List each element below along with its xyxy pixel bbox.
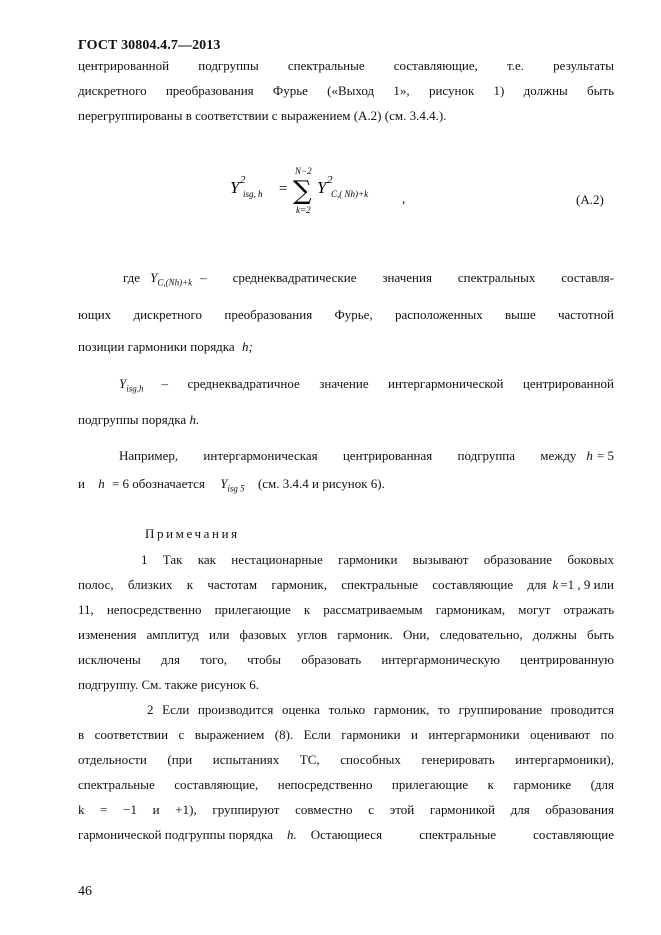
example-symbol-base: Y <box>220 476 228 491</box>
page-number: 46 <box>78 884 92 899</box>
formula-sum-symbol: ∑ <box>293 176 312 206</box>
note-1-line <box>78 577 614 593</box>
note-1-line: подгруппу. См. также рисунок 6. <box>78 677 259 692</box>
intro-line: перегруппированы в соответствии с выражением (А.2) (см. 3.4.4.). <box>78 108 447 123</box>
note-1-k-var: k <box>552 577 559 592</box>
note-1-line: исключены для того, чтобы образовать интергармоническую центрированную <box>78 652 614 667</box>
intro-line: центрированной подгруппы спектральные составляющие, т.е. результаты <box>78 58 614 73</box>
notes-title: Примечания <box>145 526 240 541</box>
definition-2-line <box>78 412 614 428</box>
document-id: ГОСТ 30804.4.7—2013 <box>78 38 221 53</box>
definition-1-line <box>78 339 614 355</box>
note-2-last-rest: Остающиеся спектральные составляющие <box>310 827 614 842</box>
formula-rhs-sub: C,( Nh)+k <box>331 189 369 199</box>
example-text: Например, интергармоническая центрированная подгруппа между <box>119 448 577 463</box>
note-2-line: k = −1 и +1), группируют совместно с этой гармоникой для образования <box>78 802 614 817</box>
def1-symbol-base: Y <box>150 270 158 285</box>
formula-lhs-base: Y <box>230 178 240 197</box>
formula-trailing-comma: , <box>402 191 406 206</box>
example-and: и <box>78 476 85 491</box>
note-1-text: полос, близких к частотам гармоник, спектральные составляющие для <box>78 577 547 592</box>
formula-graphic <box>230 163 450 223</box>
def2-text: – среднеквадратичное значение интергармонической центрированной <box>161 376 614 391</box>
note-2-last-text: гармонической подгруппы порядка <box>78 827 274 842</box>
def2-symbol <box>119 376 144 397</box>
example-var: h <box>586 448 593 463</box>
formula-sum-top: N−2 <box>295 166 312 176</box>
example-eq: = 6 обозначается <box>111 476 205 491</box>
where-word: где <box>123 270 141 285</box>
note-2-line: спектральные составляющие, непосредственно прилегающие к гармонике (для <box>78 777 614 792</box>
definition-1-line <box>123 270 614 291</box>
example-rest: (см. 3.4.4 и рисунок 6). <box>257 476 385 491</box>
example-symbol-sub: isg 5 <box>227 483 245 494</box>
formula-rhs-base: Y <box>317 178 327 197</box>
note-2-line: в соответствии с выражением (8). Если гармоники и интергармоники оценивают по <box>78 727 614 742</box>
formula-sum-bottom: k=2 <box>296 205 311 215</box>
example-var: h <box>98 476 105 491</box>
example-line <box>119 448 614 464</box>
note-1-k-rest: =1 , 9 или <box>560 577 614 592</box>
formula-equals: = <box>278 181 289 197</box>
formula-rhs-sup: 2 <box>327 174 333 186</box>
formula-lhs-sup: 2 <box>240 174 246 186</box>
note-2-line: 2 Если производится оценка только гармоник, то группирование проводится <box>147 702 614 717</box>
def2-symbol-sub: isg,h <box>126 383 144 394</box>
def1-symbol-sub: C,(Nh)+k <box>157 277 193 288</box>
def2-line2-text: подгруппы порядка <box>78 412 187 427</box>
formula-lhs-sub: isg, h <box>243 189 263 199</box>
def2-line2-var: h. <box>189 412 200 427</box>
def1-symbol <box>150 270 192 291</box>
example-eq: = 5 <box>596 448 614 463</box>
note-2-line: отдельности (при испытаниях ТС, способных генерировать интергармоники), <box>78 752 614 767</box>
note-1-line: изменения амплитуд или фазовых углов гармоник. Они, следовательно, должны быть <box>78 627 614 642</box>
definition-1-line: ющих дискретного преобразования Фурье, расположенных выше частотной <box>78 307 614 322</box>
note-2-line <box>78 827 614 843</box>
def1-text: – среднеквадратические значения спектральных составля- <box>200 270 614 285</box>
definition-2-line <box>119 376 614 397</box>
note-2-last-var: h. <box>287 827 297 842</box>
note-1-line: 11, непосредственно прилегающие к рассматриваемым гармоникам, могут отражать <box>78 602 614 617</box>
def1-line3-text: позиции гармоники порядка <box>78 339 235 354</box>
def2-symbol-base: Y <box>119 376 127 391</box>
example-symbol <box>220 476 245 494</box>
note-1-line: 1 Так как нестационарные гармоники вызывают образование боковых <box>141 552 614 567</box>
formula-a2 <box>230 163 450 223</box>
intro-line: дискретного преобразования Фурье («Выход 1», рисунок 1) должны быть <box>78 83 614 98</box>
formula-number: (А.2) <box>576 192 604 207</box>
def1-line3-var: h; <box>241 339 253 354</box>
example-line <box>78 476 614 497</box>
